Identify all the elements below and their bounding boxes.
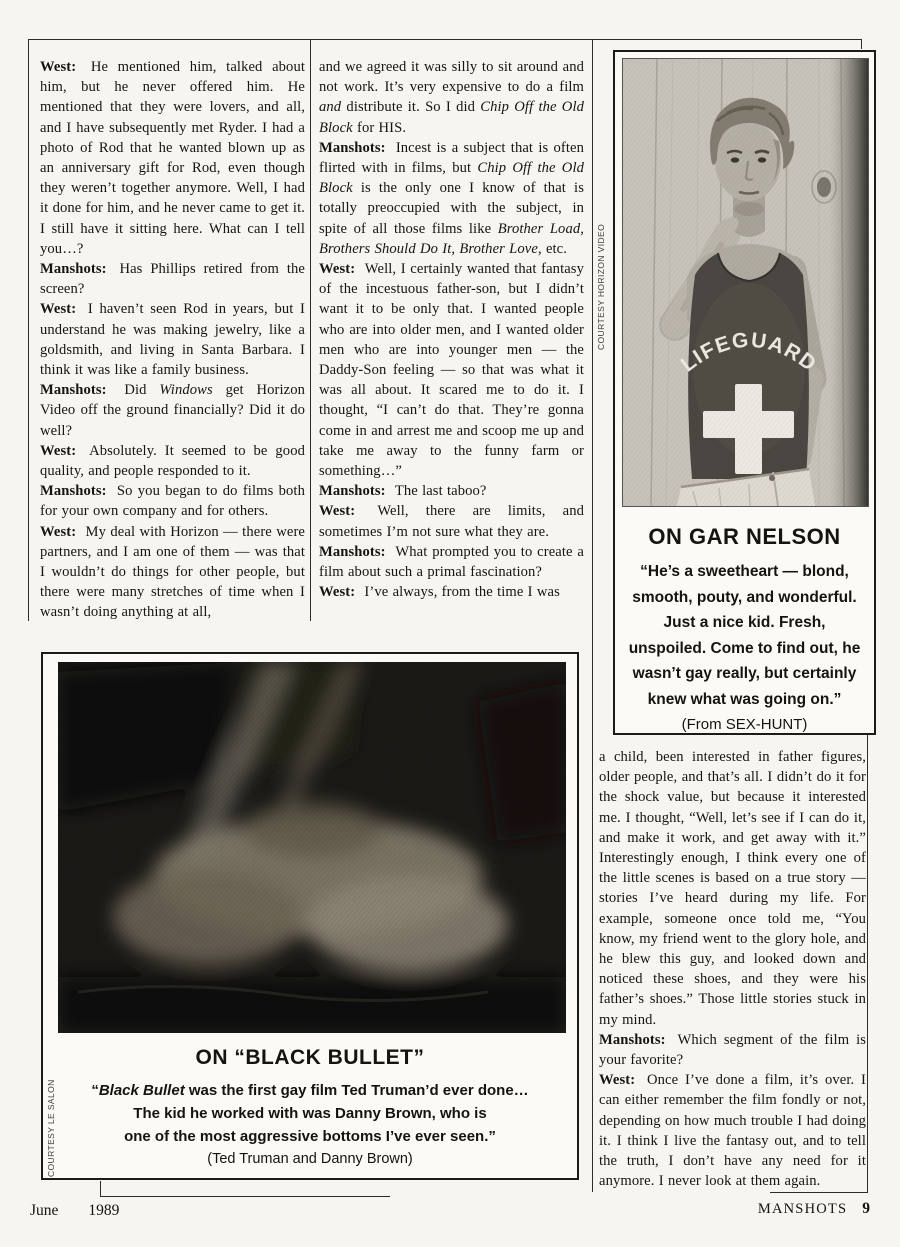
column-rule-1 <box>310 39 311 621</box>
paragraph: and we agreed it was silly to sit around and not work. It’s very expensive to do a film and distribute it. So I did Chip Off the Old Block for HIS. <box>319 59 584 136</box>
feature-quote <box>43 1079 577 1148</box>
quote-line: unspoiled. Come to find out, he <box>628 639 861 657</box>
rule-line-bottom-left-h <box>100 1196 390 1197</box>
paragraph: Manshots: What prompted you to create a film about such a primal fascination? <box>319 543 584 581</box>
paragraph: West: He mentioned him, talked about him, but he never offered him. He mentioned that they were lovers, and all, and I have subsequently met Ryder. I had a photo of Rod that he wanted blown up as an anniversary gift for Rod, even though they weren’t together anymore. Well, I had it done for him, and he never came to get it. I still have it sitting here. What can I tell you…? <box>40 59 305 257</box>
paragraph: Manshots: Incest is a subject that is often flirted with in films, but Chip Off the Old Block is the only one I know of that is totally preoccupied with the subject, in spite of all those films like Brother Load, Brothers Should Do It, Brother Love, etc. <box>319 139 585 257</box>
article-column-left <box>40 57 305 623</box>
paragraph: West: I’ve always, from the time I was <box>319 584 560 601</box>
black-bullet-photo <box>58 662 566 1033</box>
sidebar-attribution: (From SEX-HUNT) <box>681 716 808 733</box>
rule-line-right <box>867 688 868 1193</box>
paragraph: Manshots: Has Phillips retired from the screen? <box>40 261 306 298</box>
column-rule-2 <box>592 39 593 1192</box>
quote-line: “Black Bullet was the first gay film Ted Truman’d ever done… <box>91 1082 529 1099</box>
quote-line: The kid he worked with was Danny Brown, who is <box>133 1105 487 1122</box>
gar-nelson-photo <box>623 59 868 506</box>
article-column-right <box>599 747 866 1191</box>
black-bullet-feature-box <box>41 652 579 1180</box>
footer-folio <box>700 1200 870 1218</box>
rule-line-top-stub <box>861 39 862 49</box>
quote-line: Just a nice kid. Fresh, <box>663 614 826 631</box>
lifeguard-portrait-illustration <box>623 59 868 506</box>
rule-line-left <box>28 39 29 621</box>
paragraph: Manshots: Which segment of the film is your favorite? <box>599 1031 867 1069</box>
rule-line-bottom-left-v <box>100 1181 101 1197</box>
rule-line-top <box>28 39 862 40</box>
paragraph: a child, been interested in father figures, older people, and that’s all. I didn’t do it for the shock value, but because it interested me. I thought, “Well, let’s see if I can do it, and make it work, and get away with it.” Interestingly enough, I think every one of the little scenes is based on a true story — stories I’ve heard during my life. For example, someone once told me, “You know, my friend went to the glory hole, and he blew this guy, and looked down and noticed these shoes, and they were his father’s shoes.” Those little stories stuck in my mind. <box>599 749 866 1028</box>
footer-page-number: 9 <box>862 1200 870 1217</box>
footer-month: June <box>30 1202 59 1219</box>
paragraph: West: I haven’t seen Rod in years, but I understand he was making jewelry, like a goldsmith, and living in Santa Barbara. I think it was like a family business. <box>40 301 305 379</box>
quote-line: smooth, pouty, and wonderful. <box>632 588 857 606</box>
photo-credit-le-salon: COURTESY LE SALON <box>46 1079 56 1177</box>
quote-line: “He’s a sweetheart — blond, <box>640 563 849 580</box>
paragraph: West: Well, there are limits, and sometimes I’m not sure what they are. <box>319 503 584 540</box>
paragraph: Manshots: Did Windows get Horizon Video off the ground financially? Did it do well? <box>40 382 305 439</box>
article-column-middle <box>319 57 584 602</box>
feature-attribution: (Ted Truman and Danny Brown) <box>207 1151 413 1167</box>
paragraph: West: My deal with Horizon — there were partners, and I am one of them — was that I wouldn’t do things for other people, but there were many stretches of time when I wasn’t doing anything at all, <box>40 523 305 621</box>
feature-title: ON “BLACK BULLET” <box>195 1046 425 1069</box>
footer-magazine-name: MANSHOTS <box>757 1201 848 1217</box>
photo-credit-horizon-video: COURTESY HORIZON VIDEO <box>596 223 606 350</box>
paragraph: Manshots: The last taboo? <box>319 483 487 500</box>
rule-line-bottom-right <box>770 1192 868 1193</box>
quote-line: wasn’t gay really, but certainly <box>632 665 857 682</box>
gar-nelson-feature-box <box>613 50 876 735</box>
quote-line: one of the most aggressive bottoms I’ve ever seen.” <box>124 1128 496 1145</box>
footer-year: 1989 <box>88 1202 120 1219</box>
black-bullet-photo-placeholder <box>58 662 566 1033</box>
quote-line: knew what was going on.” <box>647 690 842 708</box>
paragraph: West: Once I’ve done a film, it’s over. I can either remember the film fondly or not, depending on how much trouble I had doing it. I think I live the fantasy out, and to tell the truth, I don’t have any need for it anymore. I never look at them again. <box>599 1072 866 1190</box>
sidebar-quote <box>615 559 874 712</box>
paragraph: Manshots: So you began to do films both for your own company and for others. <box>40 483 305 520</box>
paragraph: West: Absolutely. It seemed to be good quality, and people responded to it. <box>40 442 305 480</box>
sidebar-title: ON GAR NELSON <box>648 524 841 549</box>
footer-issue-date <box>30 1202 119 1220</box>
paragraph: West: Well, I certainly wanted that fantasy of the incestuous father-son, but I didn’t want it to be only that. I wanted people who are into older men, and I wanted older men who are into younger men — the Daddy-Son feeling — so that was what it was all about. It scared me to do it. I thought, “I can’t do that. They’re gonna come in and arrest me and scoop me up and take me away to the funny farm or something…” <box>319 261 584 480</box>
